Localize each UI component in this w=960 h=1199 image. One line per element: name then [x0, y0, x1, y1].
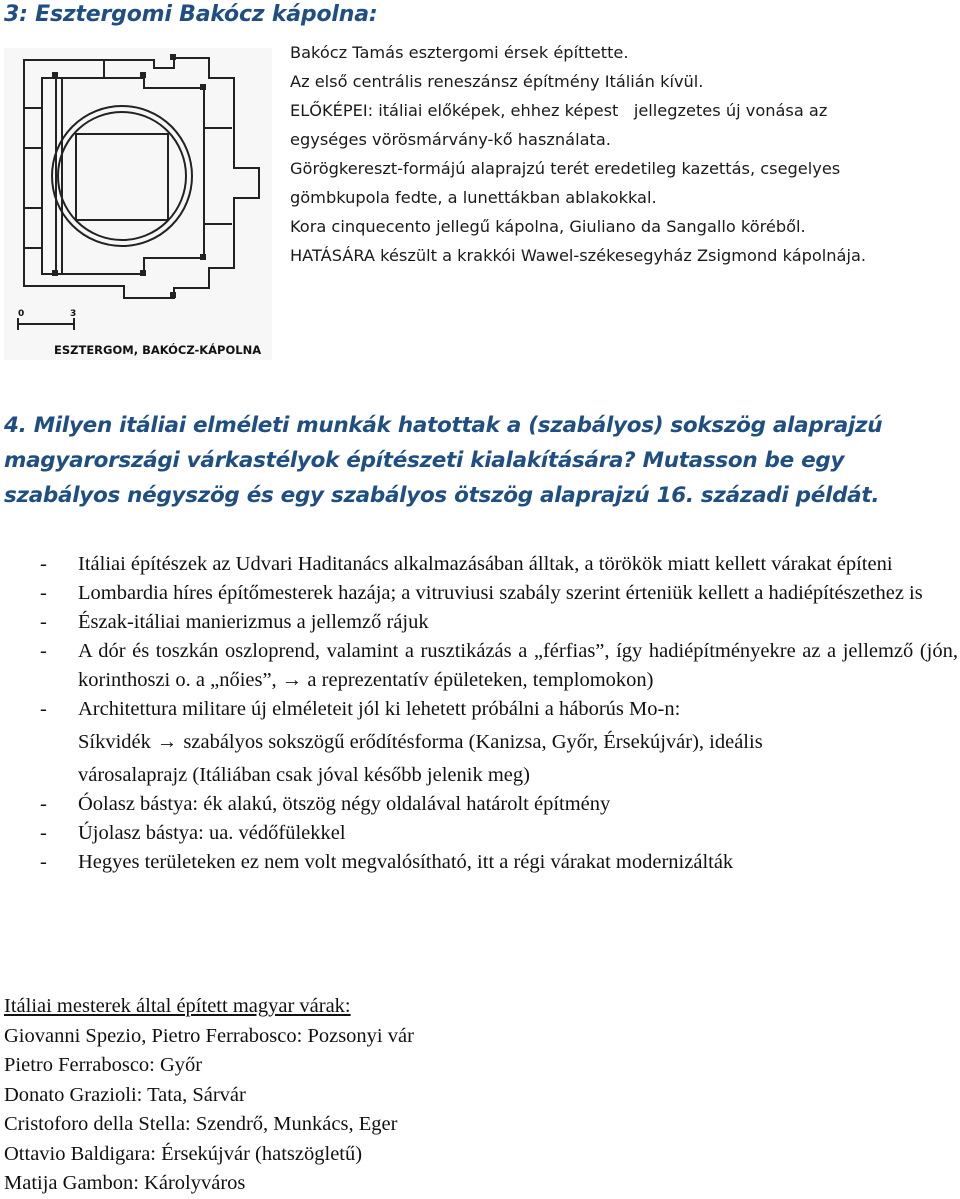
bullet-text: Újolasz bástya: ua. védőfülekkel: [78, 822, 346, 844]
intro-line: Bakócz Tamás esztergomi érsek építtette.: [290, 43, 629, 62]
floor-plan-image: [4, 48, 272, 360]
masters-item: Cristoforo della Stella: Szendrő, Munkács, Eger: [4, 1113, 398, 1135]
masters-list: [4, 992, 414, 1199]
arrow-icon: →: [156, 731, 178, 753]
bullet-item: [40, 579, 958, 608]
intro-line: Kora cinquecento jellegű kápolna, Giuliano da Sangallo köréből.: [290, 217, 806, 236]
intro-line: ELŐKÉPEI: itáliai előképek, ehhez képest jellegzetes új vonása az: [290, 101, 828, 120]
sikvidek-label: Síkvidék: [78, 731, 151, 753]
sikvidek-line: [40, 728, 958, 757]
bullet-text: Architettura militare új elméleteit jól ki lehetett próbálni a háborús Mo-n:: [78, 698, 681, 720]
bullet-list: [40, 550, 958, 877]
scale-three-label: 3: [70, 309, 77, 319]
intro-text-block: [290, 38, 958, 270]
bullet-item: [40, 819, 958, 848]
masters-item: Donato Grazioli: Tata, Sárvár: [4, 1083, 246, 1106]
bullet-item: [40, 637, 958, 695]
masters-item: Pietro Ferrabosco: Győr: [4, 1054, 203, 1076]
scale-zero-label: 0: [18, 309, 25, 319]
masters-title: Itáliai mesterek által épített magyar várak:: [4, 995, 351, 1017]
intro-line: Görögkereszt-formájú alaprajzú terét eredetileg kazettás, csegelyes: [290, 159, 841, 178]
bullet-item: [40, 608, 958, 637]
masters-item: Ottavio Baldigara: Érsekújvár (hatszögletű): [4, 1142, 363, 1165]
masters-item: Giovanni Spezio, Pietro Ferrabosco: Pozsonyi vár: [4, 1024, 414, 1047]
masters-item: Matija Gambon: Károlyváros: [4, 1172, 246, 1194]
bullet-dash: -: [40, 640, 47, 662]
bullet-text: Észak-itáliai manierizmus a jellemző rájuk: [78, 611, 429, 633]
bullet-dash: -: [40, 582, 47, 604]
bullet-dash: -: [40, 793, 47, 815]
bullet-item: [40, 695, 958, 724]
sikvidek-text: szabályos sokszögű erődítésforma (Kanizsa, Győr, Érsekújvár), ideális: [183, 731, 763, 753]
bullet-dash: -: [40, 851, 47, 873]
bullet-item: [40, 550, 958, 579]
plan-caption: ESZTERGOM, BAKÓCZ-KÁPOLNA: [54, 343, 262, 357]
bullet-text: Lombardia híres építőmesterek hazája; a vitruviusi szabály szerint érteniük kellett a hadiépítészethez is: [78, 582, 923, 604]
section-heading-3: 3: Esztergomi Bakócz kápolna:: [4, 2, 378, 27]
bullet-item: [40, 790, 958, 819]
bullet-dash: -: [40, 822, 47, 844]
bullet-dash: -: [40, 553, 47, 575]
intro-line: gömbkupola fedte, a lunettákban ablakokkal.: [290, 188, 657, 207]
intro-line: egységes vörösmárvány-kő használata.: [290, 130, 611, 149]
bullet-text: Itáliai építészek az Udvari Haditanács alkalmazásában álltak, a törökök miatt kellett várakat építeni: [78, 553, 893, 575]
bullet-text: Hegyes területeken ez nem volt megvalósítható, itt a régi várakat modernizálták: [78, 851, 734, 873]
bullet-item: [40, 848, 958, 877]
sikvidek-line-2: városalaprajz (Itáliában csak jóval később jelenik meg): [78, 764, 530, 786]
intro-line: HATÁSÁRA készült a krakkói Wawel-székesegyház Zsigmond kápolnája.: [290, 246, 867, 265]
bullet-dash: -: [40, 698, 47, 720]
bullet-text: A dór és toszkán oszloprend, valamint a rusztikázás a „férfias”, így hadiépítményekre az a jellemző (jón, korinthoszi o. a „nőies”, → a reprezentatív épületeken, templomokon): [78, 640, 958, 691]
bullet-text: Óolasz bástya: ék alakú, ötszög négy oldalával határolt építmény: [78, 793, 611, 815]
bullet-dash: -: [40, 611, 47, 633]
section-heading-4: 4. Milyen itáliai elméleti munkák hatottak a (szabályos) sokszög alaprajzú magyarországi várkastélyok építészeti kialakítására? Mutasson be egy szabályos négyszög és egy szabályos ötszög alaprajzú 16. századi példát.: [4, 413, 883, 508]
intro-line: Az első centrális reneszánsz építmény Itálián kívül.: [290, 72, 704, 91]
